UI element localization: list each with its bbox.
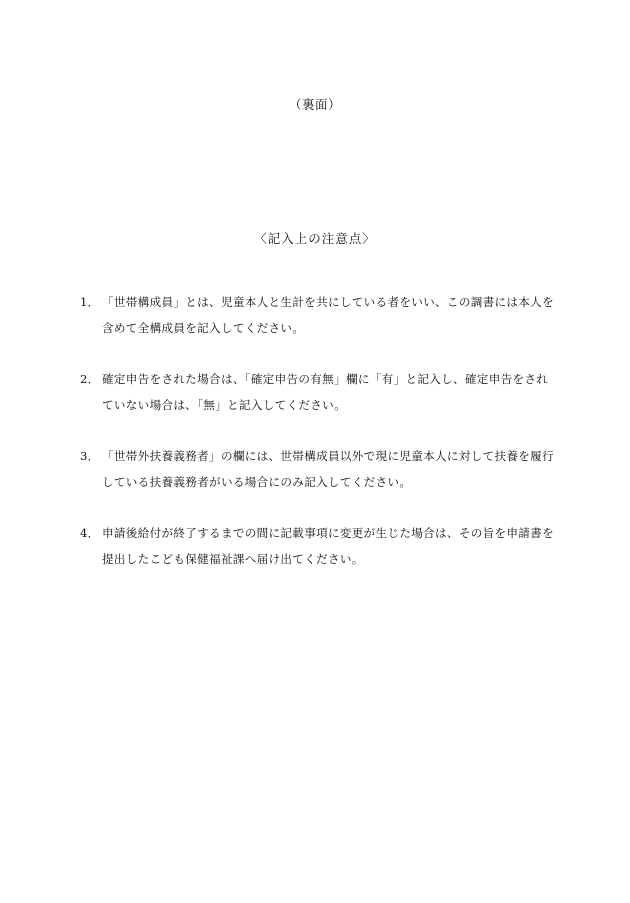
note-text: 「世帯構成員」とは、児童本人と生計を共にしている者をいい、この調書には本人を含めて全構成員を記入してください。 — [102, 295, 554, 335]
note-text: 「世帯外扶養義務者」の欄には、世帯構成員以外で現に児童本人に対して扶養を履行している扶養義務者がいる場合にのみ記入してください。 — [102, 449, 554, 489]
note-item-3 — [80, 443, 560, 495]
note-item-1 — [80, 289, 560, 341]
note-number: 4． — [80, 526, 100, 540]
note-number: 2． — [80, 372, 100, 386]
notes-list — [80, 289, 560, 597]
note-number: 3． — [80, 449, 100, 463]
note-number: 1． — [80, 295, 100, 309]
section-title: 〈記入上の注意点〉 — [254, 231, 376, 246]
page-side-label: （裏面） — [288, 97, 341, 112]
note-item-4 — [80, 520, 560, 572]
note-text: 確定申告をされた場合は、「確定申告の有無」欄に「有」と記入し、確定申告をされていない場合は、「無」と記入してください。 — [102, 372, 549, 412]
note-text: 申請後給付が終了するまでの間に記載事項に変更が生じた場合は、その旨を申請書を提出したこども保健福祉課へ届け出てください。 — [102, 526, 554, 566]
note-item-2 — [80, 366, 560, 418]
